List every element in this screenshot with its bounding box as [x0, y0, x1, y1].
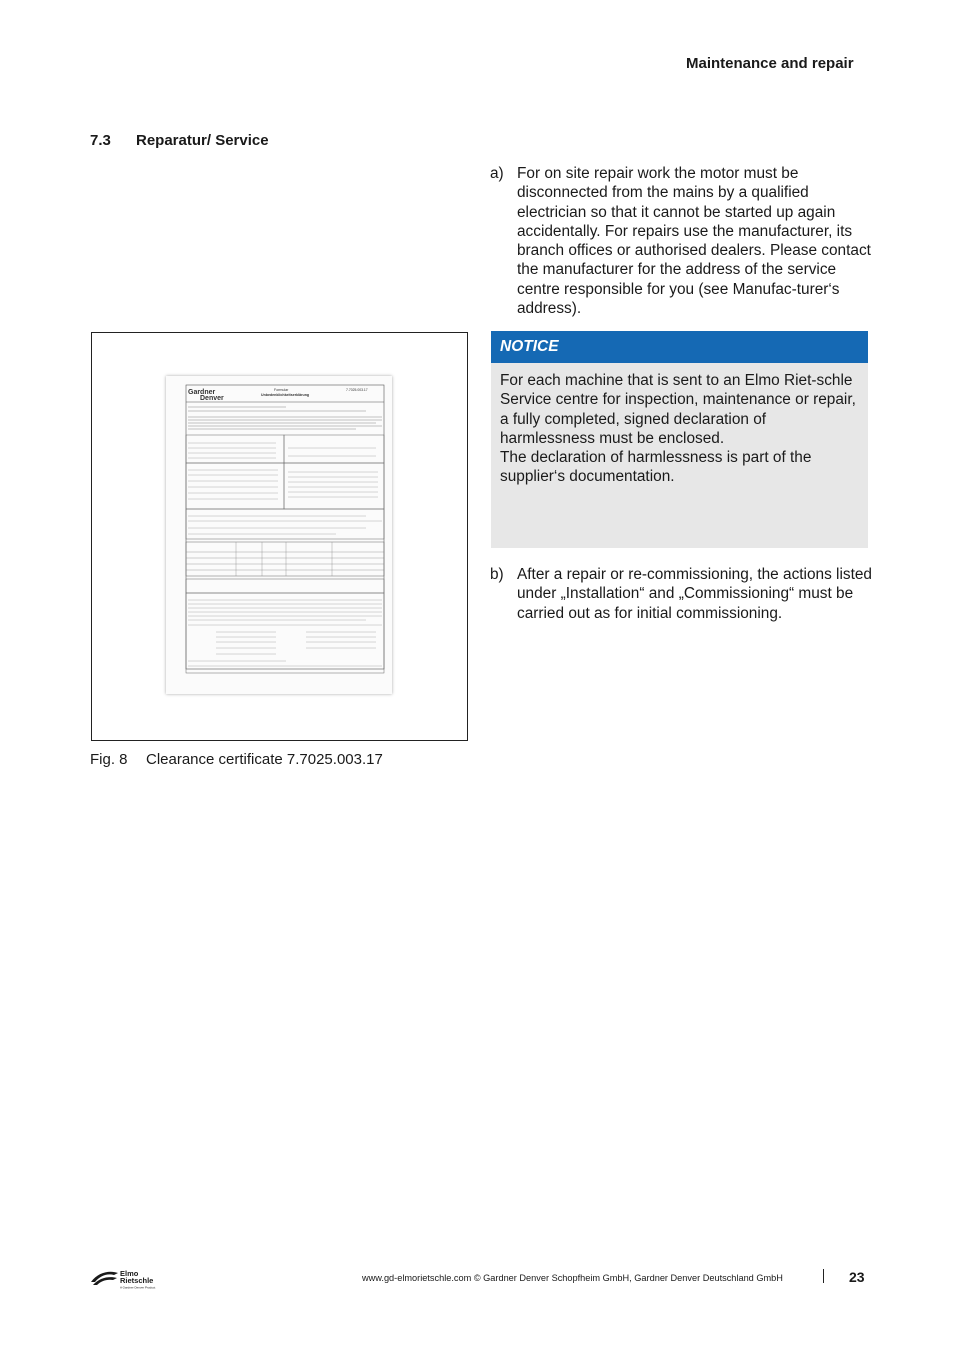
svg-text:Formular: Formular [274, 388, 289, 392]
footer-divider [823, 1269, 824, 1283]
svg-text:A Gardner Denver Product: A Gardner Denver Product [120, 1285, 156, 1290]
notice-text-line2: The declaration of harmlessness is part of the supplier‘s documentation. [500, 449, 812, 486]
figure-caption: Clearance certificate 7.7025.003.17 [146, 751, 383, 768]
footer-copyright: © Gardner Denver Schopfheim GmbH, Gardner Denver Deutschland GmbH [471, 1273, 783, 1283]
notice-text-line1: For each machine that is sent to an Elmo Riet-schle Service centre for inspection, maintenance or repair, a fully completed, signed declaration of harmlessness must be enclosed. [500, 372, 856, 447]
elmo-rietschle-logo [90, 1268, 170, 1290]
svg-text:Unbedenklichkeitserklärung: Unbedenklichkeitserklärung [261, 393, 310, 397]
svg-text:Denver: Denver [200, 395, 224, 402]
svg-text:Rietschle: Rietschle [120, 1276, 154, 1285]
list-marker-a: a) [490, 165, 504, 182]
section-number: 7.3 [90, 132, 111, 149]
footer-text [362, 1273, 783, 1283]
svg-text:Gardner: Gardner [188, 389, 216, 396]
svg-text:7.7025.003.17: 7.7025.003.17 [346, 388, 368, 392]
recommissioning-paragraph: After a repair or re-commissioning, the actions listed under „Installation“ and „Commissioning“ must be carried out as for initial commissioning. [517, 566, 872, 622]
notice-header [491, 331, 868, 363]
repair-instructions-paragraph: For on site repair work the motor must be disconnected from the mains by a qualified electrician so that it cannot be started up again accidentally. For repairs use the manufacturer, its branch offices or authorised dealers. Please contact the manufacturer for the address of the service centre responsible for you (see Manufac-turer‘s address). [517, 165, 871, 318]
footer-url[interactable]: www.gd-elmorietschle.com [362, 1273, 472, 1283]
notice-title: NOTICE [500, 338, 559, 355]
list-marker-b: b) [490, 566, 504, 583]
clearance-certificate-thumbnail [166, 376, 392, 694]
notice-body [491, 363, 868, 548]
svg-text:Elmo: Elmo [120, 1269, 139, 1278]
certificate-form-image [166, 376, 392, 694]
elmo-rietschle-logo-icon [90, 1268, 170, 1290]
section-title: Reparatur/ Service [136, 132, 269, 149]
figure-number: Fig. 8 [90, 751, 128, 768]
running-header: Maintenance and repair [686, 55, 854, 72]
notice-text [500, 371, 858, 487]
page-number: 23 [849, 1269, 865, 1285]
